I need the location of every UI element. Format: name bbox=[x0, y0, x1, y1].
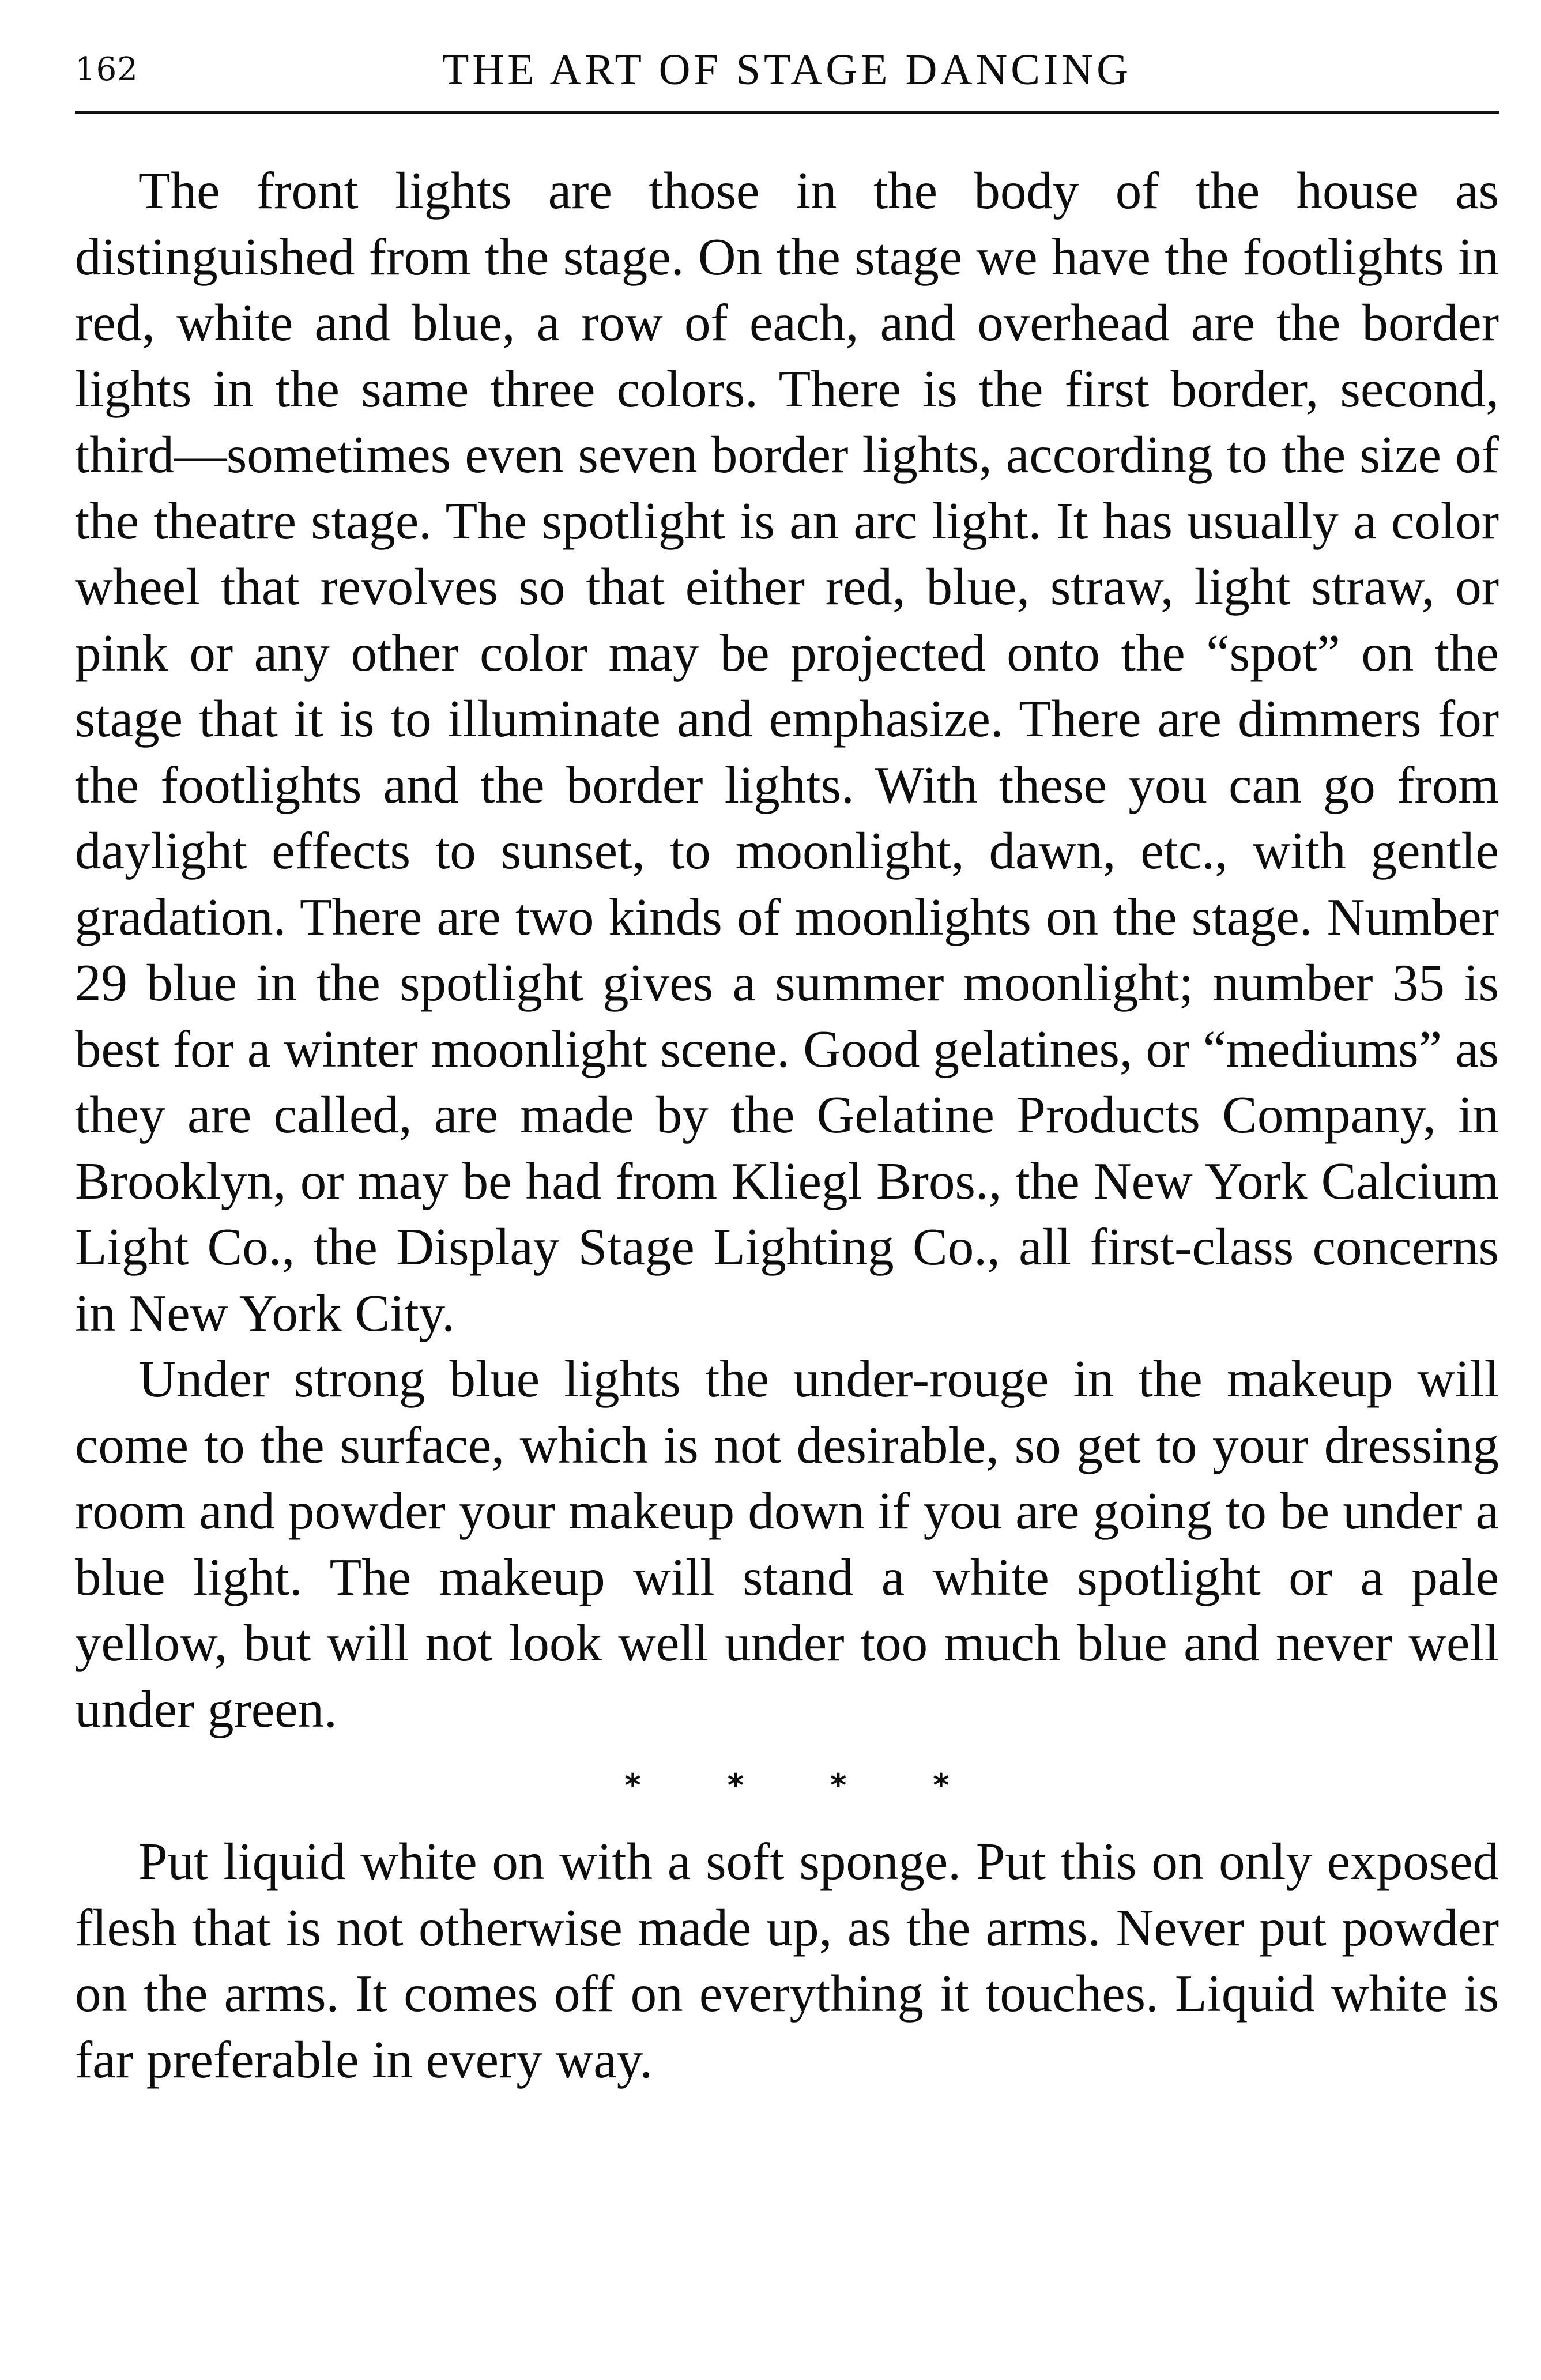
separator-asterisk: * bbox=[624, 1767, 641, 1803]
section-separator bbox=[75, 1742, 1499, 1829]
running-title: THE ART OF STAGE DANCING bbox=[442, 46, 1132, 94]
page-number: 162 bbox=[75, 51, 138, 88]
running-head bbox=[75, 45, 1499, 108]
paragraph-makeup-blue-light: Under strong blue lights the under-rouge in the makeup will come to the surface, which is not desirable, so get to your dressing room and powder your makeup down if you are going to be under a blue light. The makeup will stand a white spotlight or a pale yellow, but will not look well under too much blue and never well under green. bbox=[75, 1350, 1499, 1738]
separator-asterisk: * bbox=[830, 1767, 847, 1803]
header-rule bbox=[75, 111, 1499, 114]
paragraph-liquid-white: Put liquid white on with a soft sponge. Put this on only exposed flesh that is not otherwise made up, as the arms. Never put powder on the arms. It comes off on everything it touches. Liquid white is far preferable in every way. bbox=[75, 1832, 1499, 2089]
separator-asterisk: * bbox=[933, 1767, 950, 1803]
body-text bbox=[75, 158, 1499, 2093]
separator-asterisk: * bbox=[727, 1767, 744, 1803]
paragraph-lighting: The front lights are those in the body of the house as distinguished from the stage. On the stage we have the footlights in red, white and blue, a row of each, and overhead are the border lights in the same three colors. There is the first border, second, third—sometimes even seven border lights, according to the size of the theatre stage. The spotlight is an arc light. It has usually a color wheel that revolves so that either red, blue, straw, light straw, or pink or any other color may be projected onto the “spot” on the stage that it is to illuminate and emphasize. There are dimmers for the footlights and the border lights. With these you can go from daylight effects to sunset, to moonlight, dawn, etc., with gentle gradation. There are two kinds of moonlights on the stage. Number 29 blue in the spotlight gives a summer moonlight; number 35 is best for a winter moonlight scene. Good gelatines, or “mediums” as they are called, are made by the Gelatine Products Company, in Brooklyn, or may be had from Kliegl Bros., the New York Calcium Light Co., the Display Stage Lighting Co., all first-class concerns in New York City. bbox=[75, 161, 1499, 1342]
